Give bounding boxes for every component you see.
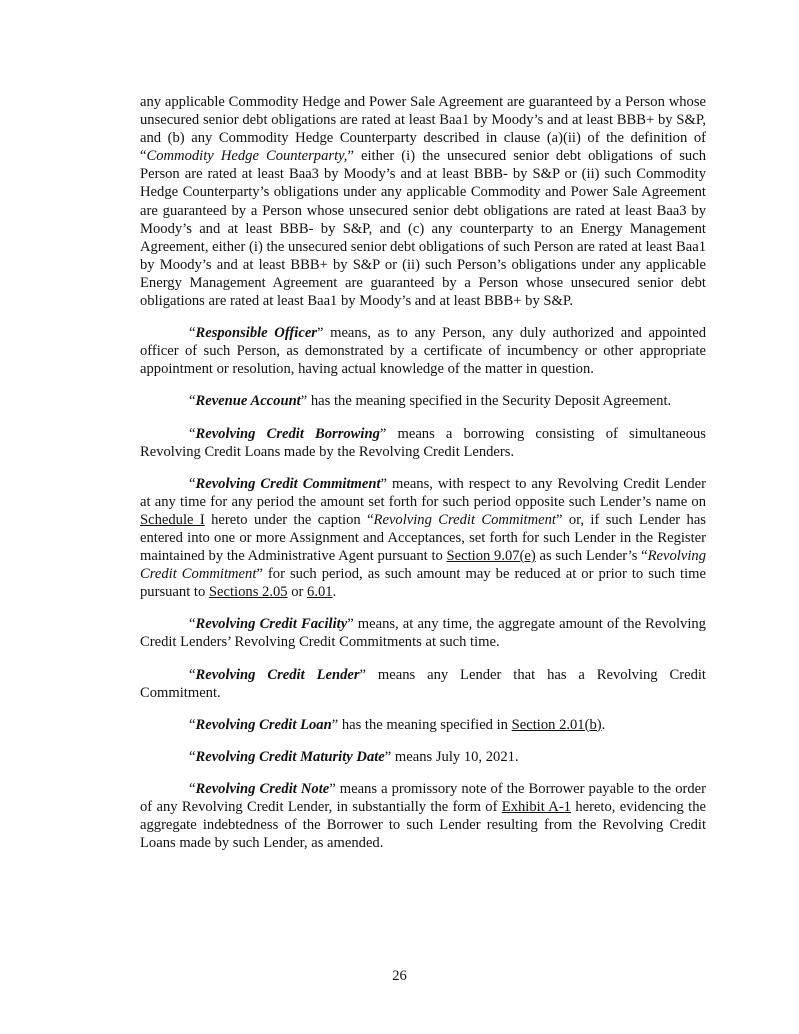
definition-revenue-account: [140, 392, 706, 410]
cross-reference: Section 9.07(e): [446, 548, 536, 565]
defined-term: Revolving Credit Note: [195, 780, 330, 797]
definition-text: ” has the meaning specified in: [331, 716, 512, 733]
definition-text: ” means July 10, 2021.: [384, 748, 519, 765]
definition-revolving-credit-note: [140, 780, 706, 852]
text: ” either (i) the unsecured senior debt obligations of such Person are rated at least Baa3 by Moody’s and at least BBB- by S&P or (ii) such Commodity Hedge Counterparty’s obligations under any applicable Commodity and Power Sale Agreement are guaranteed by a Person whose unsecured senior debt obligations are rated at least Baa3 by Moody’s and at least BBB- by S&P, and (c) any counterparty to an Energy Management Agreement, either (i) the unsecured senior debt obligations of such Person are rated at least Baa1 by Moody’s and at least BBB+ by S&P or (ii) such Person’s obligations under any applicable Energy Management Agreement are guaranteed by a Person whose unsecured senior debt obligations are rated at least Baa1 by Moody’s and at least BBB+ by S&P.: [140, 148, 706, 310]
quote: “: [189, 425, 196, 442]
definition-text: .: [332, 584, 337, 601]
definition-text: as such Lender’s “: [535, 548, 648, 565]
italic-text: Revolving Credit Commitment: [373, 511, 556, 528]
definition-text: hereto, evidencing the aggregate indebtedness of the Borrower to such Lender resulting from the Revolving Credit Loans made by such Lender, as amended.: [140, 799, 706, 852]
defined-term: Revenue Account: [195, 393, 301, 410]
definition-text: ” or, if such Lender has entered into one or more Assignment and Acceptances, set forth for such Lender in the Register maintained by the Administrative Agent pursuant to: [140, 511, 706, 565]
defined-term: Revolving Credit Commitment: [195, 475, 381, 492]
definition-text: ” for such period, as such amount may be reduced at or prior to such time pursuant to: [140, 566, 706, 601]
quote: “: [189, 393, 196, 410]
quote: “: [189, 475, 196, 492]
document-body: [140, 93, 706, 866]
definition-responsible-officer: [140, 324, 706, 378]
definition-revolving-credit-facility: [140, 615, 706, 651]
defined-term: Responsible Officer: [195, 325, 317, 342]
paragraph-continuation: [140, 93, 706, 310]
cross-reference: Exhibit A-1: [501, 799, 571, 815]
definition-text: .: [601, 716, 606, 733]
definition-text: or: [287, 584, 308, 601]
italic-text: Revolving Credit Commitment: [140, 548, 706, 583]
cross-reference: Sections 2.05: [208, 584, 288, 601]
text: any applicable Commodity Hedge and Power Sale Agreement are guaranteed by a Person whose unsecured senior debt obligations are rated at least Baa1 by Moody’s and at least BBB+ by S&P, and (b) any Commodity Hedge Counterparty described in clause (a)(ii) of the definition of “: [140, 94, 706, 165]
definition-text: ” means a borrowing consisting of simultaneous Revolving Credit Loans made by the Revolving Credit Lenders.: [140, 425, 706, 460]
definition-revolving-credit-loan: [140, 716, 706, 734]
quote: “: [189, 716, 196, 733]
quote: “: [189, 780, 196, 797]
definition-revolving-credit-lender: [140, 666, 706, 702]
quote: “: [189, 666, 196, 683]
quote: “: [189, 616, 196, 633]
defined-term: Revolving Credit Lender: [195, 666, 360, 683]
cross-reference: Schedule I: [140, 511, 205, 528]
defined-term: Revolving Credit Maturity Date: [195, 748, 385, 765]
defined-term: Revolving Credit Loan: [195, 716, 332, 733]
definition-revolving-credit-borrowing: [140, 425, 706, 461]
cross-reference: 6.01: [307, 584, 333, 601]
quote: “: [189, 325, 196, 342]
definition-text: ” has the meaning specified in the Security Deposit Agreement.: [300, 393, 672, 410]
definition-text: ” means, as to any Person, any duly authorized and appointed officer of such Person, as demonstrated by a certificate of incumbency or other appropriate appointment or resolution, having actual knowledge of the matter in question.: [140, 325, 706, 378]
page-number: 26: [392, 968, 407, 984]
definition-revolving-credit-commitment: [140, 475, 706, 602]
definition-text: hereto under the caption “: [204, 511, 374, 528]
definition-text: ” means, at any time, the aggregate amount of the Revolving Credit Lenders’ Revolving Credit Commitments at such time.: [140, 616, 706, 651]
defined-term: Revolving Credit Borrowing: [195, 425, 380, 442]
definition-text: ” means, with respect to any Revolving Credit Lender at any time for any period the amount set forth for such period opposite such Lender’s name on: [140, 475, 706, 510]
cross-reference: Section 2.01(b): [511, 716, 602, 733]
definition-revolving-credit-maturity-date: [140, 748, 706, 766]
quote: “: [189, 748, 196, 765]
italic-text: Commodity Hedge Counterparty,: [146, 148, 348, 165]
definition-text: ” means a promissory note of the Borrower payable to the order of any Revolving Credit Lender, in substantially the form of: [140, 780, 706, 815]
defined-term: Revolving Credit Facility: [195, 616, 348, 633]
definition-text: ” means any Lender that has a Revolving Credit Commitment.: [140, 666, 706, 701]
